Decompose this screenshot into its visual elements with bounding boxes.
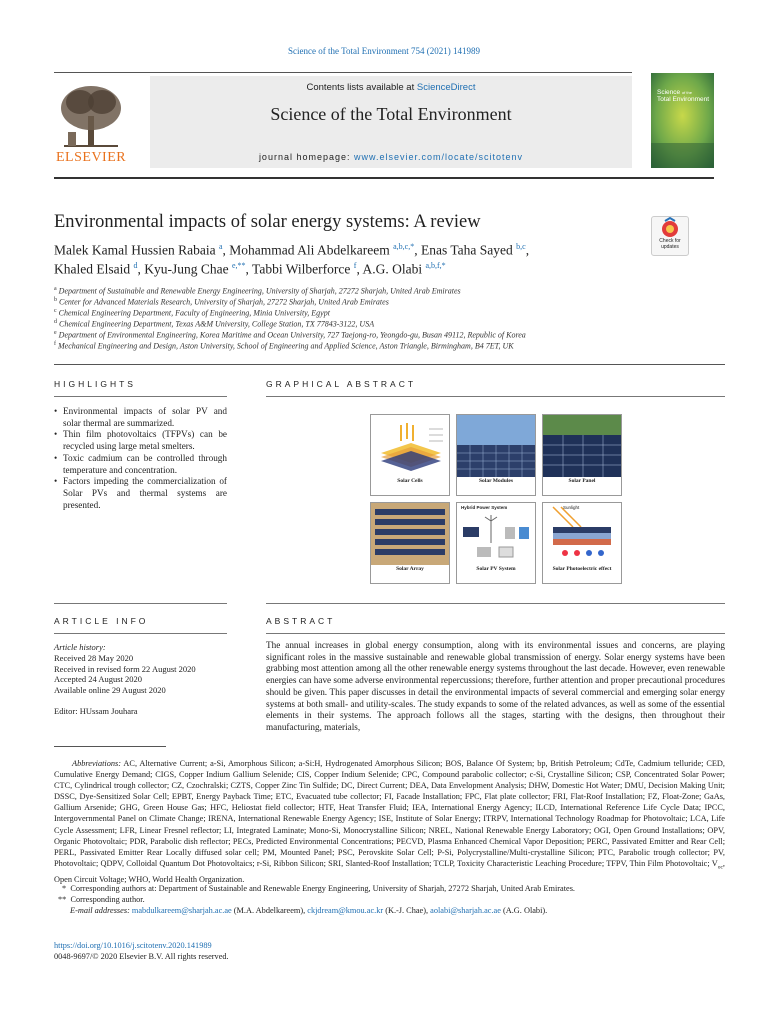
editor-line: Editor: HUssam Jouhara [54,705,138,716]
highlight-item: • Factors impeding the commercialization of Solar PVs and thermal systems are presented. [54,476,227,511]
author-affil[interactable]: a [218,242,223,251]
solar-panel-photo [543,415,621,477]
email-link[interactable]: mabdulkareem@sharjah.ac.ae [131,906,232,915]
author-affil[interactable]: f [353,261,357,270]
email-addresses [70,905,547,916]
abstract-heading: ABSTRACT [266,616,336,626]
author-separator: , [525,242,530,258]
corresponding-author-note [58,894,145,905]
solar-cells-diagram [371,415,449,477]
author-affil[interactable]: d [133,261,138,270]
email-owner: (K.-J. Chae), [383,906,431,915]
affiliation: $^f$ Mechanical Engineering and Design, Aston University, School of Engineering and Applied Science, Aston Triangle, Birmingham, B4 7ET, UK [54,341,514,351]
homepage-link[interactable]: www.elsevier.com/locate/scitotenv [354,152,524,162]
abbreviations-footnote [54,758,725,885]
email-label: E-mail addresses: [70,906,130,915]
cover-title-of: of the [681,90,692,95]
affiliation: $^a$ Department of Sustainable and Renewable Energy Engineering, University of Sharjah, 27272 Sharjah, United Arab Emirates [54,286,461,296]
publisher-name: ELSEVIER [56,150,127,165]
article-info-rule [54,633,227,634]
abbreviations-text-end: , Open Circuit Voltage; WHO, World Health Organization. [54,858,725,884]
sciencedirect-link[interactable]: ScienceDirect [416,82,476,93]
ga-sunlight-label: Sunlight [563,505,580,510]
highlight-item: • Thin film photovoltaics (TFPVs) can be recycled using large metal smelters. [54,429,227,452]
affiliation: $^e$ Department of Environmental Engineering, Korea Maritime and Ocean University, 727 Taejong-ro, Yeongdo-gu, Busan 49112, Republic of Korea [54,330,526,340]
homepage-line [150,152,632,162]
highlight-item: • Environmental impacts of solar PV and solar thermal are summarized. [54,406,227,429]
header-rule [54,72,632,73]
ga-caption: Solar Panel [568,478,596,484]
graphical-abstract-figure[interactable] [370,410,622,585]
author-name[interactable]: , Kyu-Jung Chae [137,261,232,277]
corr-mark: ** [58,895,67,904]
ga-caption: Solar Modules [479,478,513,484]
cover-title-1: Science [657,89,681,96]
ga-caption: Solar Photoelectric effect [552,566,612,572]
author-name[interactable]: , Enas Taha Sayed [414,242,517,258]
ga-panel-pv-system [456,502,536,584]
affiliation: $^b$ Center for Advanced Materials Research, University of Sharjah, 27272 Sharjah, United Arab Emirates [54,297,389,307]
solar-array-photo [371,503,449,565]
highlights-bottom-rule [54,603,227,604]
author-name[interactable]: , Mohammad Ali Abdelkareem [222,242,394,258]
email-link[interactable]: aolabi@sharjah.ac.ae [430,906,501,915]
photoelectric-diagram [543,503,621,565]
authors-line-2 [54,261,446,278]
elsevier-logo[interactable] [54,80,134,164]
ga-caption: Solar Cells [397,478,423,484]
author-affil[interactable]: a,b,c,* [393,242,415,251]
article-history [54,642,196,717]
author-name[interactable]: Malek Kamal Hussien Rabaia [54,242,219,258]
section-divider [54,364,725,365]
corr-mark: * [62,884,67,893]
ga-hybrid-label: Hybrid Power System [461,505,508,510]
highlights-heading: HIGHLIGHTS [54,379,136,389]
online-date: Available online 29 August 2020 [54,685,166,696]
solar-modules-photo [457,415,535,477]
homepage-prefix: journal homepage: [258,152,354,162]
graphical-abstract-heading: GRAPHICAL ABSTRACT [266,379,417,389]
check-for-updates-button[interactable] [651,216,689,256]
voc-subscript: oc [717,864,723,871]
doi-link[interactable]: https://doi.org/10.1016/j.scitotenv.2020.141989 [54,941,212,950]
journal-header-box [150,76,632,168]
affiliation: $^d$ Chemical Engineering Department, Texas A&M University, College Station, TX 77843-3122, USA [54,319,375,329]
highlights-rule [54,396,227,397]
journal-title: Science of the Total Environment [270,104,512,124]
cover-image [651,73,714,168]
cover-title-2: Total Environment [657,96,710,103]
affiliation: $^c$ Chemical Engineering Department, Faculty of Engineering, Minia University, Egypt [54,308,330,318]
abbreviations-label: Abbreviations: [72,759,122,768]
highlights-list [54,406,227,511]
abstract-text: The annual increases in global energy consumption, along with its environmental issues and concerns, are playing significant roles in the massive sustainable and renewable global transmission of energy. Solar energy systems have been grabbing most attention among all the other renewable energy systems throughout the last decade. However, even renewable energies can have some adverse environmental repercussions; therefore, further attention and proper precautional procedures should be given. This paper discusses in detail the environmental impacts of several commercial and emerging solar energy systems at both small- and utility-scales. The study expands to some of the related advances, as well as some of the essential elements in their systems. The approach follows all the stages, starting with the designs, then throughout their manufacturing, materials, [266,640,726,732]
contents-line [150,82,632,93]
contents-prefix: Contents lists available at [306,82,417,93]
author-affil[interactable]: b,c [516,242,526,251]
ga-panel-solar-panel [542,414,622,496]
ga-caption: Solar Array [396,566,424,572]
received-date: Received 28 May 2020 [54,652,134,663]
author-name[interactable]: , Tabbi Wilberforce [245,261,354,277]
article-title: Environmental impacts of solar energy systems: A review [54,212,481,232]
check-updates-label: Check for updates [659,238,681,250]
footnote-rule [54,746,166,747]
author-name[interactable]: Khaled Elsaid [54,261,134,277]
corresponding-authors-note [62,883,575,894]
check-updates-icon [652,217,688,239]
history-label: Article history: [54,642,106,652]
author-affil[interactable]: a,b,f,* [425,261,446,270]
abstract-rule [266,633,725,634]
revised-date: Received in revised form 22 August 2020 [54,663,196,674]
journal-cover[interactable] [651,73,714,168]
author-affil[interactable]: e,** [231,261,246,270]
author-name[interactable]: , A.G. Olabi [356,261,426,277]
ga-panel-solar-modules [456,414,536,496]
journal-reference[interactable]: Science of the Total Environment 754 (2021) 141989 [288,46,480,56]
email-link[interactable]: ckjdream@kmou.ac.kr [307,906,384,915]
ga-panel-photoelectric [542,502,622,584]
abbreviations-text: AC, Alternative Current; a-Si, Amorphous Silicon; a-Si:H, Hydrogenated Amorphous Silicon; BOS, Balance Of System; bp, British Petroleum; CdTe, Cadmium telluride; CED, Cumulative Energy Demand; CIGS, Copper Indium Gallium Selenide; CIS, Copper Indium Selenide; CPC, Compound parabolic collector; c-Si, Crystalline Silicon; CSP, Concentrated Solar Power; CTC, Cylindrical trough collector; CZ, Czochralski; CZTS, Copper Zinc Tin Sulfide; DC, Direct Current; DEA, Data Envelopment Analysis; DHW, Domestic Hot Water; DMU, Decision Making Unit; DSSC, Dye-Sensitized Solar Cell; EPBT, Energy Payback Time; ETC, Evacuated tube collector; FI, Facade Installation; FPC, Flat plate collector; FRI, Flat-Roof Installation; FZ, Float-Zone; GaAs, Gallium Arsenide; GHG, Green House Gas; HFC, Heliostat field collector; HTF, Heat Transfer Fluid; IEA, International Energy Agency; ILCD, International Reference Life Cycle Data; IPCC, Intergovernmental Panel on Climate Change; IRENA, International Renewable Energy Agency; ISE, Institute of Solar Energy; ITRPV, International Technology Roadmap for Photovoltaic; LCA, Life Cycle Assessment; LFR, Linear Fresnel reflector; LI, Integrated Laminate; Mono-Si, Monocrystalline Silicon; NREL, National Renewable Energy Laboratory; OGI, Open Ground Installations; OPV, Organic Photovoltaic; PDR, Parabolic dish reflector; PECs, Predicted Environmental Concentrations; PECVD, Plasma Enhanced Chemical Vapor Deposition; PERC, Passivated Emitter and Rear Cell; PERL, Passivated Emitter Rear Locally diffused solar cell; PM, Mounted Panel; PSC, Perovskite Solar Cell; P-Si, Polycrystalline/Multi-crystalline Silicon; PTC, Parabolic trough collector; PV, Photovoltaic; QDPV, Colloidal Quantum Dot Photovoltaics; r-Si, Ribbon Silicon; SRI, Slanted-Roof Installation; TCLP, Toxicity Characteristic Leaching Procedure; TFPV, Thin Film Photovoltaic; V [54,759,725,868]
pv-system-diagram [457,503,535,565]
article-info-heading: ARTICLE INFO [54,616,149,626]
email-owner: (A.G. Olabi). [500,906,548,915]
ga-bottom-rule [266,603,725,604]
ga-caption: Solar PV System [476,566,516,572]
authors-line-1 [54,242,529,259]
accepted-date: Accepted 24 August 2020 [54,674,143,685]
email-owner: (M.A. Abdelkareem), [231,906,308,915]
header-divider [54,177,714,179]
graphical-abstract-rule [266,396,725,397]
ga-panel-solar-cells [370,414,450,496]
copyright-line: 0048-9697/© 2020 Elsevier B.V. All rights reserved. [54,952,229,961]
corr-text: Corresponding authors at: Department of Sustainable and Renewable Energy Engineering, University of Sharjah, 27272 Sharjah, United Arab Emirates. [70,884,575,893]
corr-text: Corresponding author. [70,895,145,904]
ga-panel-solar-array [370,502,450,584]
highlight-item: • Toxic cadmium can be controlled through temperature and concentration. [54,453,227,476]
